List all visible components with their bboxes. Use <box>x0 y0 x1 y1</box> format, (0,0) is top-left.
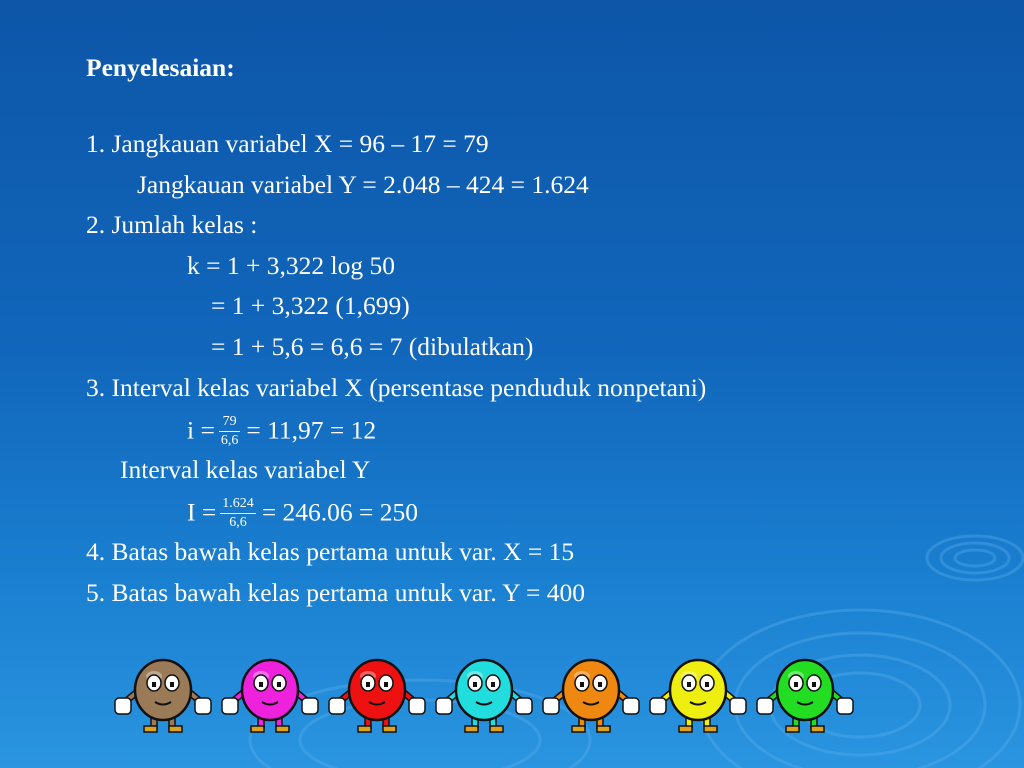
step-1-range-y: Jangkauan variabel Y = 2.048 – 424 = 1.624 <box>137 170 589 199</box>
fraction-denominator: 6,6 <box>229 515 247 530</box>
cartoon-character <box>115 660 211 732</box>
step-2-heading: 2. Jumlah kelas : <box>86 210 258 239</box>
step-5: 5. Batas bawah kelas pertama untuk var. Y = 400 <box>86 578 585 607</box>
cartoon-character <box>543 660 639 732</box>
step-1-range-x: 1. Jangkauan variabel X = 96 – 17 = 79 <box>86 129 489 158</box>
cartoon-character <box>650 660 746 732</box>
step-4: 4. Batas bawah kelas pertama untuk var. X = 15 <box>86 537 575 566</box>
interval-y-prefix: I = <box>187 497 217 527</box>
cartoon-character <box>757 660 853 732</box>
cartoon-character <box>329 660 425 732</box>
step-2-substitution: = 1 + 3,322 (1,699) <box>211 291 410 320</box>
step-3-interval-y-label: Interval kelas variabel Y <box>120 455 371 484</box>
cartoon-character <box>222 660 318 732</box>
step-3-heading: 3. Interval kelas variabel X (persentase penduduk nonpetani) <box>86 373 707 402</box>
interval-x-prefix: i = <box>187 415 215 445</box>
interval-y-result: = 246.06 = 250 <box>261 497 419 527</box>
slide-title: Penyelesaian: <box>86 53 235 82</box>
step-2-formula: k = 1 + 3,322 log 50 <box>187 251 395 280</box>
fraction-denominator: 6,6 <box>220 433 239 448</box>
fraction-numerator: 79 <box>219 413 241 432</box>
cartoon-character <box>436 660 532 732</box>
step-2-result: = 1 + 5,6 = 6,6 = 7 (dibulatkan) <box>211 332 534 361</box>
fraction-numerator: 1.624 <box>220 495 256 514</box>
interval-x-result: = 11,97 = 12 <box>246 415 377 445</box>
